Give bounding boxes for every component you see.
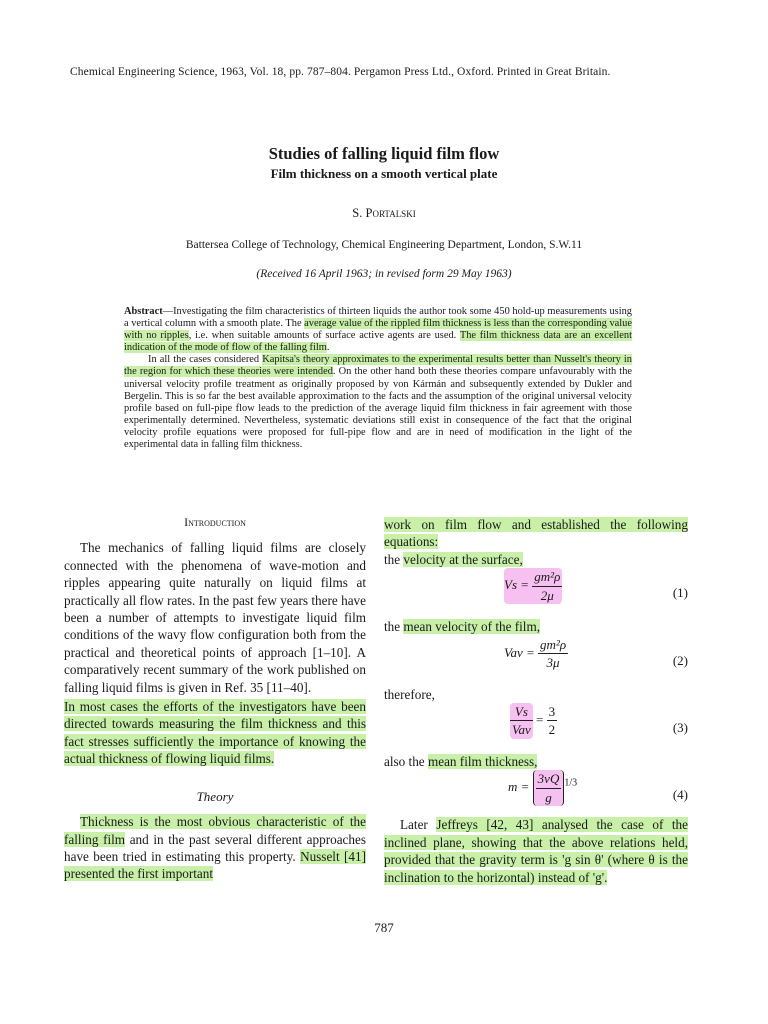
equation-1	[384, 568, 688, 618]
left-column	[64, 514, 366, 883]
text: also the	[384, 754, 428, 770]
abstract-text: . On the other hand both these theories compare unfavourably with the universal velocity profile treatment as originally proposed by von Kármán and subsequently extended by Dukler and Bergelin. This is so far the best available approximation to the facts and the assumption of the original universal velocity profile based on full-pipe flow leads to the prediction of the average liquid film thickness in fair agreement with those experimentally determined. Nevertheless, systematic deviations still exist in consequence of the fact that the original velocity profile equations were proposed for full-pipe flow and are in need of modification in the light of the experimental data in falling film thickness.	[124, 366, 633, 451]
abstract-text: —Investigating the film characteristics of thirteen liquids the author took some 450 hold-up measurements using a vertical column with a smooth plate. The	[124, 306, 632, 330]
mean-velocity-text	[384, 618, 688, 635]
affiliation: Battersea College of Technology, Chemical Engineering Department, London, S.W.11	[185, 239, 583, 251]
equation-2	[384, 636, 688, 686]
abstract-text: , i.e. when suitable amounts of surface active agents are used.	[188, 330, 460, 342]
numerator: 3	[547, 703, 558, 721]
abstract-text: In all the cases considered	[148, 354, 263, 366]
text: the	[384, 551, 404, 567]
highlight: mean velocity of the film,	[403, 619, 541, 635]
equation-2-body	[504, 636, 568, 672]
denominator: Vav	[512, 722, 531, 738]
author: S. Portalski	[352, 206, 416, 220]
equation-4	[384, 770, 688, 816]
denominator: g	[545, 789, 552, 805]
therefore-text: therefore,	[384, 686, 435, 702]
equation-number: (2)	[672, 652, 688, 668]
numerator: Vs	[510, 703, 533, 721]
page-number: 787	[374, 920, 394, 935]
numerator: gm²ρ	[538, 636, 568, 654]
fraction	[547, 703, 558, 739]
denominator: 3μ	[546, 655, 560, 671]
text: the	[384, 619, 404, 635]
intro-paragraph-2	[64, 698, 366, 768]
highlight: work on film flow and established the following equations:	[384, 517, 688, 550]
highlight: Kapitsa's theory approximates to the experimental results better than Nusselt's theory in the region for which these theories were intended	[124, 354, 632, 378]
numerator: gm²ρ	[532, 568, 562, 586]
highlight: Nusselt [41] presented the first important	[64, 848, 366, 882]
equation-4-body	[508, 770, 577, 806]
equation-number: (4)	[672, 787, 688, 803]
equation-lhs: Vav =	[504, 644, 535, 660]
highlight: Jeffreys [42, 43] analysed the case of the inclined plane, showing that the above relations held, provided that the gravity term is 'g sin θ' (where θ is the inclination to the horizontal) instead of 'g'.	[384, 817, 688, 885]
surface-velocity-text	[384, 551, 688, 568]
fraction	[510, 703, 533, 739]
abstract	[124, 306, 632, 451]
theory-text: and in the past several different approaches have been tried in estimating this property.	[64, 831, 366, 864]
numerator: 3νQ	[536, 770, 562, 788]
fraction	[536, 770, 562, 806]
right-column	[384, 516, 688, 886]
right-paragraph-2	[384, 816, 688, 886]
highlight: The film thickness data are an excellent indication of the mode of flow of the falling film	[124, 330, 632, 354]
section-heading-theory: Theory	[196, 788, 234, 804]
equation-number: (3)	[672, 720, 688, 736]
highlight: average value of the rippled film thickness is less than the corresponding value with no ripples	[124, 318, 632, 342]
equation-number: (1)	[672, 585, 688, 601]
received-dates: (Received 16 April 1963; in revised form 29 May 1963)	[256, 268, 512, 280]
fraction	[532, 568, 562, 604]
abstract-paragraph-2	[124, 354, 632, 451]
equation-3-body	[510, 703, 557, 739]
theory-paragraph	[64, 813, 366, 883]
text: Later	[400, 817, 437, 833]
bracket-term	[533, 770, 565, 806]
highlight: velocity at the surface,	[403, 551, 523, 567]
highlight: Thickness is the most obvious characteristic of the falling film	[64, 814, 366, 847]
mean-thickness-text	[384, 753, 688, 770]
equation-lhs: m =	[508, 779, 530, 795]
section-heading-introduction: Introduction	[184, 515, 246, 529]
denominator: 2	[548, 722, 556, 738]
abstract-paragraph-1	[124, 306, 632, 354]
abstract-label: Abstract	[124, 306, 163, 317]
right-paragraph-1	[384, 516, 688, 551]
highlight: mean film thickness,	[427, 754, 538, 770]
denominator: 2μ	[540, 587, 554, 603]
abstract-text: .	[326, 342, 330, 354]
exponent: 1/3	[564, 778, 578, 789]
fraction	[538, 636, 568, 672]
paper-subtitle: Film thickness on a smooth vertical plate	[270, 166, 498, 181]
equation-3	[384, 703, 688, 753]
equation-1-body	[504, 568, 562, 604]
equation-lhs: Vs =	[504, 577, 530, 593]
highlight: In most cases the efforts of the investigators have been directed towards measuring the film thickness and this fact stresses sufficiently the importance of knowing the actual thickness of flowing liquid films.	[64, 699, 366, 767]
equals-sign: =	[536, 711, 544, 727]
journal-header: Chemical Engineering Science, 1963, Vol. 18, pp. 787–804. Pergamon Press Ltd., Oxford. Printed in Great Britain.	[70, 66, 611, 78]
paper-title: Studies of falling liquid film flow	[268, 144, 500, 163]
intro-paragraph: The mechanics of falling liquid films are closely connected with the phenomena of wave-motion and ripples appearing quite naturally on liquid films at practically all flow rates. In the past few years there have been a number of attempts to investigate liquid film conditions of the wavy flow configuration both from the practical and theoretical points of approach [1–10]. A comparatively recent summary of the work published on falling liquid films is given in Ref. 35 [11–40].	[64, 540, 366, 695]
